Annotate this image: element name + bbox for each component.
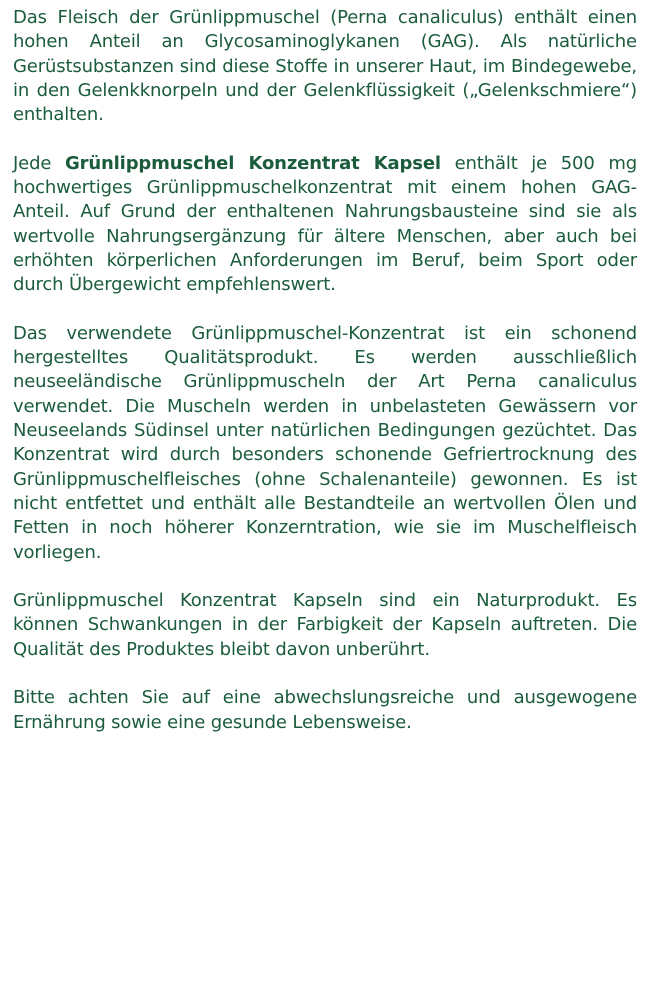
product-name-bold: Grünlippmuschel Konzentrat Kapsel (64, 152, 441, 174)
paragraph-intro: Das Fleisch der Grünlippmuschel (Perna canaliculus) enthält einen hohen Anteil an Glycosaminoglykanen (GAG). Als natürliche Gerüstsubstanzen sind diese Stoffe in unserer Haut, im Bindegewebe, in den Gelenkknorpeln und der Gelenkflüssigkeit („Gelenkschmiere“) enthalten. (13, 7, 637, 126)
paragraph-capsule (13, 152, 637, 298)
paragraph-capsule-lead: Jede (13, 152, 65, 174)
paragraph-concentrate: Das verwendete Grünlippmuschel-Konzentrat ist ein schonend hergestelltes Qualitätsprodukt. Es werden ausschließlich neuseeländische Grünlippmuscheln der Art Perna canaliculus verwendet. Die Muscheln werden in unbelasteten Gewässern vor Neuseelands Südinsel unter natürlichen Bedingungen gezüchtet. Das Konzentrat wird durch besonders schonende Gefriertrocknung des Grünlippmuschelfleisches (ohne Schalenanteile) gewonnen. Es ist nicht entfettet und enthält alle Bestandteile an wertvollen Ölen und Fetten in noch höherer Konzerntration, wie sie im Muschelfleisch vorliegen. (13, 322, 637, 563)
paragraph-natural-product: Grünlippmuschel Konzentrat Kapseln sind ein Naturprodukt. Es können Schwankungen in der Farbigkeit der Kapseln auftreten. Die Qualität des Produktes bleibt davon unberührt. (13, 590, 637, 660)
paragraph-nutrition-advice: Bitte achten Sie auf eine abwechslungsreiche und ausgewogene Ernährung sowie eine gesunde Lebensweise. (13, 687, 637, 733)
paragraph-capsule-rest: enthält je 500 mg hochwertiges Grünlippmuschelkonzentrat mit einem hohen GAG-Anteil. Auf Grund der enthaltenen Nahrungsbausteine sind sie als wertvolle Nahrungsergänzung für ältere Menschen, aber auch bei erhöhten körperlichen Anforderungen im Beruf, beim Sport oder durch Übergewicht empfehlenswert. (13, 152, 637, 296)
product-description (13, 6, 637, 759)
